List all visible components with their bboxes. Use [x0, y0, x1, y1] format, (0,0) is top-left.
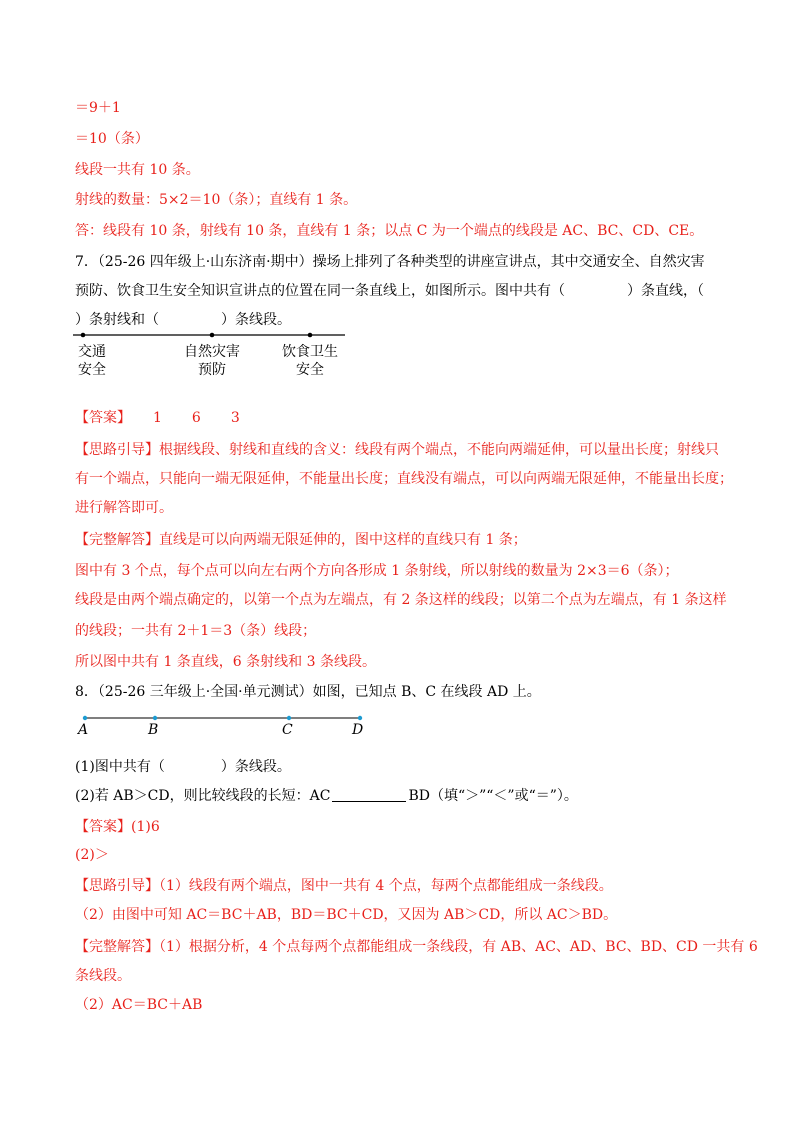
q7-hint-2: 有一个端点，只能向一端无限延伸，不能量出长度；直线没有端点，可以向两端无限延伸，不能量出长度；: [75, 471, 733, 487]
q7-point: [308, 333, 313, 338]
answer-value: (1)6: [131, 819, 160, 835]
q7-solution-3: 线段是由两个端点确定的，以第一个点为左端点，有 2 条这样的线段；以第二个点为左端点，有 1 条这样: [75, 592, 727, 608]
answer-value: 3: [230, 410, 240, 426]
q7-hint-3: 进行解答即可。: [75, 500, 173, 516]
calc-line: 射线的数量：5×2＝10（条）；直线有 1 条。: [75, 192, 358, 208]
q8-hint-1: 【思路引导】（1）线段有两个端点，图中一共有 4 个点，每两个点都能组成一条线段。: [75, 878, 613, 894]
q8-sub-1: (1)图中共有（ ）条线段。: [75, 759, 291, 775]
q8-hint-2: （2）由图中可知 AC＝BC＋AB，BD＝BC＋CD，又因为 AB＞CD，所以 AC＞BD。: [75, 907, 618, 923]
q7-stem-3a: ）条射线和（: [75, 312, 159, 328]
q8-point: [358, 716, 362, 720]
q8-point: [287, 716, 291, 720]
hint-tag: 【思路引导】: [75, 878, 159, 894]
q8-point: [153, 716, 157, 720]
q7-label-3: 饮食卫生 安全: [282, 344, 338, 378]
answer-value: 1: [153, 410, 162, 426]
q7-point: [81, 333, 86, 338]
q8-stem: 8．（25-26 三年级上·全国·单元测试）如图，已知点 B、C 在线段 AD 上。: [75, 684, 541, 700]
q8-solution-1: 【完整解答】（1）根据分析，4 个点每两个点都能组成一条线段，有 AB、AC、AD、BC、BD、CD 一共有 6: [75, 939, 758, 955]
q7-solution-5: 所以图中共有 1 条直线，6 条射线和 3 条线段。: [75, 654, 376, 670]
calc-line: ＝10（条）: [75, 131, 149, 147]
q7-figure: [70, 326, 360, 386]
q7-stem-2b: ）条直线，（: [627, 283, 704, 299]
point-label-c: C: [282, 722, 293, 738]
calc-line: ＝9＋1: [75, 100, 121, 116]
solution-tag: 【完整解答】: [75, 532, 159, 548]
answer-value: 6: [191, 410, 201, 426]
point-label-d: D: [352, 722, 364, 738]
q7-solution-1: 【完整解答】直线是可以向两端无限延伸的，图中这样的直线只有 1 条；: [75, 532, 527, 548]
q7-point: [210, 333, 215, 338]
q7-answer: [75, 408, 240, 428]
q8-point: [83, 716, 87, 720]
calc-line: 线段一共有 10 条。: [75, 162, 200, 178]
answer-blank[interactable]: [332, 787, 406, 802]
q7-stem-2a: 预防、饮食卫生安全知识宣讲点的位置在同一条直线上，如图所示。图中共有（: [75, 283, 565, 299]
q8-answer: [75, 817, 160, 837]
q8-figure: [76, 708, 376, 748]
answer-tag: 【答案】: [75, 819, 131, 835]
q7-label-2: 自然灾害 预防: [184, 344, 240, 378]
point-label-a: A: [78, 722, 89, 738]
q8-solution-2: 条线段。: [75, 968, 131, 984]
q7-stem-2: [75, 281, 704, 301]
point-label-b: B: [148, 722, 159, 738]
q8-sub-2: (2)若 AB＞CD，则比较线段的长短：AC BD（填“＞”“＜”或“＝”）。: [75, 788, 578, 804]
q8-solution-3: （2）AC＝BC＋AB: [75, 997, 203, 1013]
answer-tag: 【答案】: [75, 410, 131, 426]
solution-tag: 【完整解答】: [75, 939, 159, 955]
hint-tag: 【思路引导】: [75, 442, 159, 458]
q7-label-1: 交通 安全: [78, 344, 106, 378]
q7-solution-2: 图中有 3 个点，每个点可以向左右两个方向各形成 1 条射线，所以射线的数量为 2×3＝6（条）；: [75, 563, 679, 579]
q8-segment-figure: [76, 708, 376, 728]
answer-line: 答：线段有 10 条，射线有 10 条，直线有 1 条；以点 C 为一个端点的线段是 AC、BC、CD、CE。: [75, 223, 704, 239]
q7-stem-1: 7．（25-26 四年级上·山东济南·期中）操场上排列了各种类型的讲座宣讲点，其中交通安全、自然灾害: [75, 254, 705, 270]
q8-answer-2: (2)＞: [75, 847, 109, 863]
q7-solution-4: 的线段；一共有 2＋1＝3（条）线段；: [75, 623, 317, 639]
q7-hint-1: 【思路引导】根据线段、射线和直线的含义：线段有两个端点，不能向两端延伸，可以量出长度；射线只: [75, 442, 719, 458]
q7-stem-3b: ）条线段。: [221, 312, 291, 328]
